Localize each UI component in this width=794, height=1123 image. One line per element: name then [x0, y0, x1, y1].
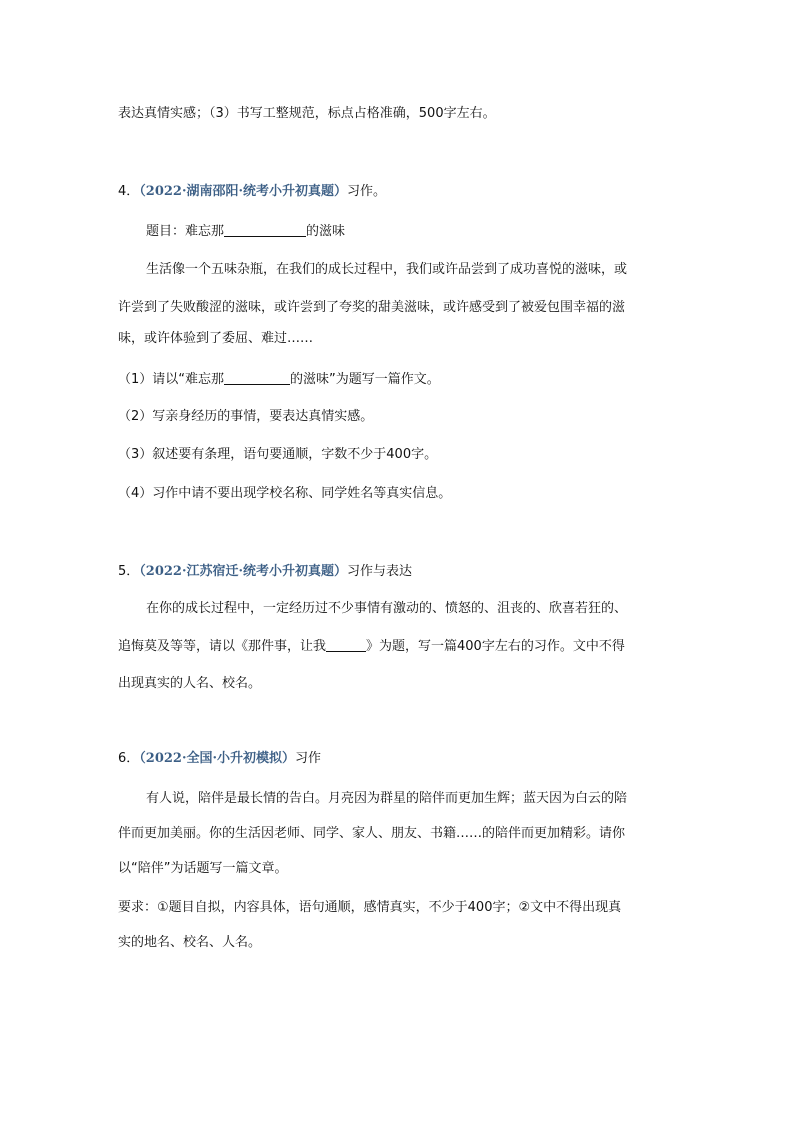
- paragraph-line: 出现真实的人名、校名。: [118, 676, 262, 691]
- requirement-4: （4）习作中请不要出现学校名称、同学姓名等真实信息。: [118, 486, 452, 501]
- question-type: 习作。: [347, 184, 387, 199]
- paragraph-line: 许尝到了失败酸涩的滋味，或许尝到了夸奖的甜美滋味，或许感受到了被爱包围幸福的滋: [118, 300, 626, 315]
- requirement-1: [118, 370, 440, 389]
- requirements-line: 要求：①题目自拟，内容具体，语句通顺，感情真实，不少于400字；②文中不得出现真: [118, 900, 622, 915]
- continuation-text: 表达真情实感；（3）书写工整规范，标点占格准确，500字左右。: [118, 106, 496, 121]
- paragraph-prefix: 追悔莫及等等，请以《那件事，让我: [118, 639, 327, 654]
- requirement-2: （2）写亲身经历的事情，要表达真情实感。: [118, 409, 374, 424]
- fill-blank: [224, 222, 306, 237]
- title-prefix: 题目：难忘那: [146, 224, 225, 239]
- question-6-header: [118, 750, 321, 768]
- question-source: （2022·湖南邵阳·统考小升初真题）: [139, 184, 348, 199]
- question-type: 习作与表达: [347, 564, 413, 579]
- question-number: 4．: [118, 184, 140, 199]
- paragraph-line: 生活像一个五味杂瓶，在我们的成长过程中，我们或许品尝到了成功喜悦的滋味，或: [146, 262, 628, 277]
- question-source: （2022·全国·小升初模拟）: [139, 751, 296, 766]
- paragraph-line: 以“陪伴”为话题写一篇文章。: [118, 861, 288, 876]
- question-source: （2022·江苏宿迁·统考小升初真题）: [139, 564, 348, 579]
- fill-blank: [326, 637, 366, 652]
- fill-blank: [224, 370, 290, 385]
- paragraph-line: 在你的成长过程中，一定经历过不少事情有激动的、愤怒的、沮丧的、欣喜若狂的、: [146, 601, 628, 616]
- question-4-title-line: [146, 222, 345, 241]
- question-type: 习作: [295, 751, 322, 766]
- paragraph-line: 伴而更加美丽。你的生活因老师、同学、家人、朋友、书籍……的陪伴而更加精彩。请你: [118, 826, 626, 841]
- requirement-suffix: 的滋味”为题写一篇作文。: [290, 372, 440, 387]
- title-suffix: 的滋味: [306, 224, 346, 239]
- requirement-prefix: （1）请以“难忘那: [118, 372, 225, 387]
- paragraph-line: 味，或许体验到了委屈、难过……: [118, 331, 314, 346]
- requirements-line: 实的地名、校名、人名。: [118, 935, 262, 950]
- question-4-header: [118, 183, 386, 201]
- paragraph-suffix: 》为题，写一篇400字左右的习作。文中不得: [366, 639, 625, 654]
- requirement-3: （3）叙述要有条理，语句要通顺，字数不少于400字。: [118, 447, 438, 462]
- paragraph-line: 有人说，陪伴是最长情的告白。月亮因为群星的陪伴而更加生辉；蓝天因为白云的陪: [146, 791, 628, 806]
- paragraph-line: [118, 637, 625, 656]
- question-5-header: [118, 563, 412, 581]
- question-number: 5．: [118, 564, 140, 579]
- question-number: 6．: [118, 751, 140, 766]
